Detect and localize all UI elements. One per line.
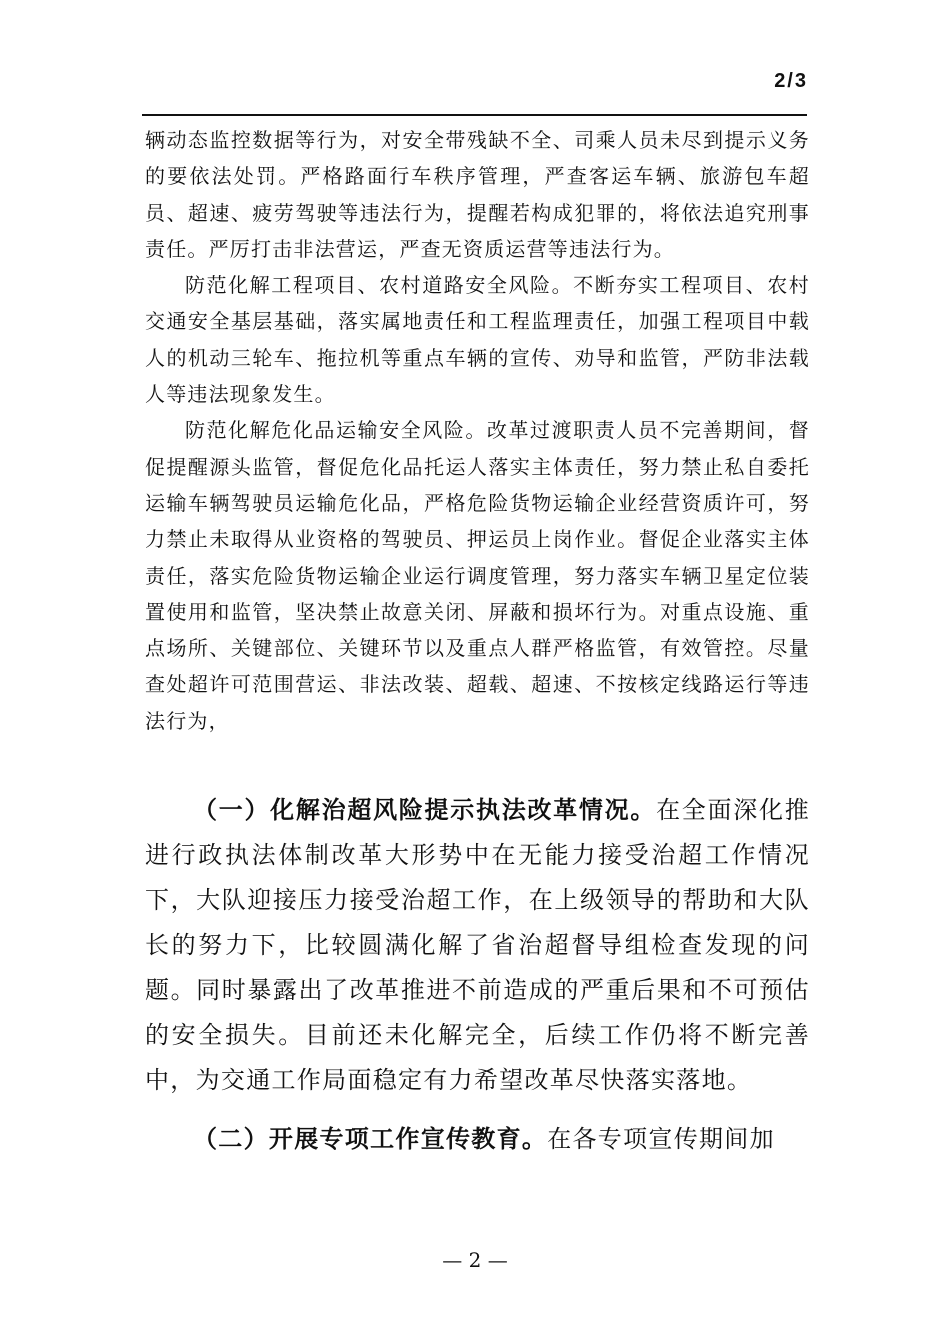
section-one-text: 在全面深化推进行政执法体制改革大形势中在无能力接受治超工作情况下，大队迎接压力接受治超工作，在上级领导的帮助和大队长的努力下，比较圆满化解了省治超督导组检查发现的问题。同时暴露出了改革推进不前造成的严重后果和不可预估的安全损失。目前还未化解完全，后续工作仍将不断完善中，为交通工作局面稳定有力希望改革尽快落实落地。 [145, 796, 810, 1094]
section-two-text: 在各专项宣传期间加 [547, 1125, 775, 1153]
footer-page-number: — 2 — [442, 1248, 508, 1272]
page-counter: 2/3 [774, 70, 808, 92]
section-two-paragraph [145, 1117, 810, 1162]
section-one-heading: （一）化解治超风险提示执法改革情况。 [193, 796, 657, 824]
paragraph-continuation: 辆动态监控数据等行为，对安全带残缺不全、司乘人员未尽到提示义务的要依法处罚。严格路面行车秩序管理，严查客运车辆、旅游包车超员、超速、疲劳驾驶等违法行为，提醒若构成犯罪的，将依法追究刑事责任。严厉打击非法营运，严查无资质运营等违法行为。 [145, 128, 810, 261]
section-one-paragraph [145, 788, 810, 1103]
paragraph-hazmat-risk: 防范化解危化品运输安全风险。改革过渡职责人员不完善期间，督促提醒源头监管，督促危化品托运人落实主体责任，努力禁止私自委托运输车辆驾驶员运输危化品，严格危险货物运输企业经营资质许可，努力禁止未取得从业资格的驾驶员、押运员上岗作业。督促企业落实主体责任，落实危险货物运输企业运行调度管理，努力落实车辆卫星定位装置使用和监管，坚决禁止故意关闭、屏蔽和损坏行为。对重点设施、重点场所、关键部位、关键环节以及重点人群严格监管，有效管控。尽量查处超许可范围营运、非法改装、超载、超速、不按核定线路运行等违法行为， [145, 418, 810, 733]
document-body-small [145, 122, 810, 739]
document-body-large [145, 788, 810, 1162]
header-rule [142, 114, 807, 116]
paragraph-engineering-risk: 防范化解工程项目、农村道路安全风险。不断夯实工程项目、农村交通安全基层基础，落实属地责任和工程监理责任，加强工程项目中载人的机动三轮车、拖拉机等重点车辆的宣传、劝导和监管，严防非法载人等违法现象发生。 [145, 273, 810, 407]
section-two-heading: （二）开展专项工作宣传教育。 [193, 1125, 548, 1153]
